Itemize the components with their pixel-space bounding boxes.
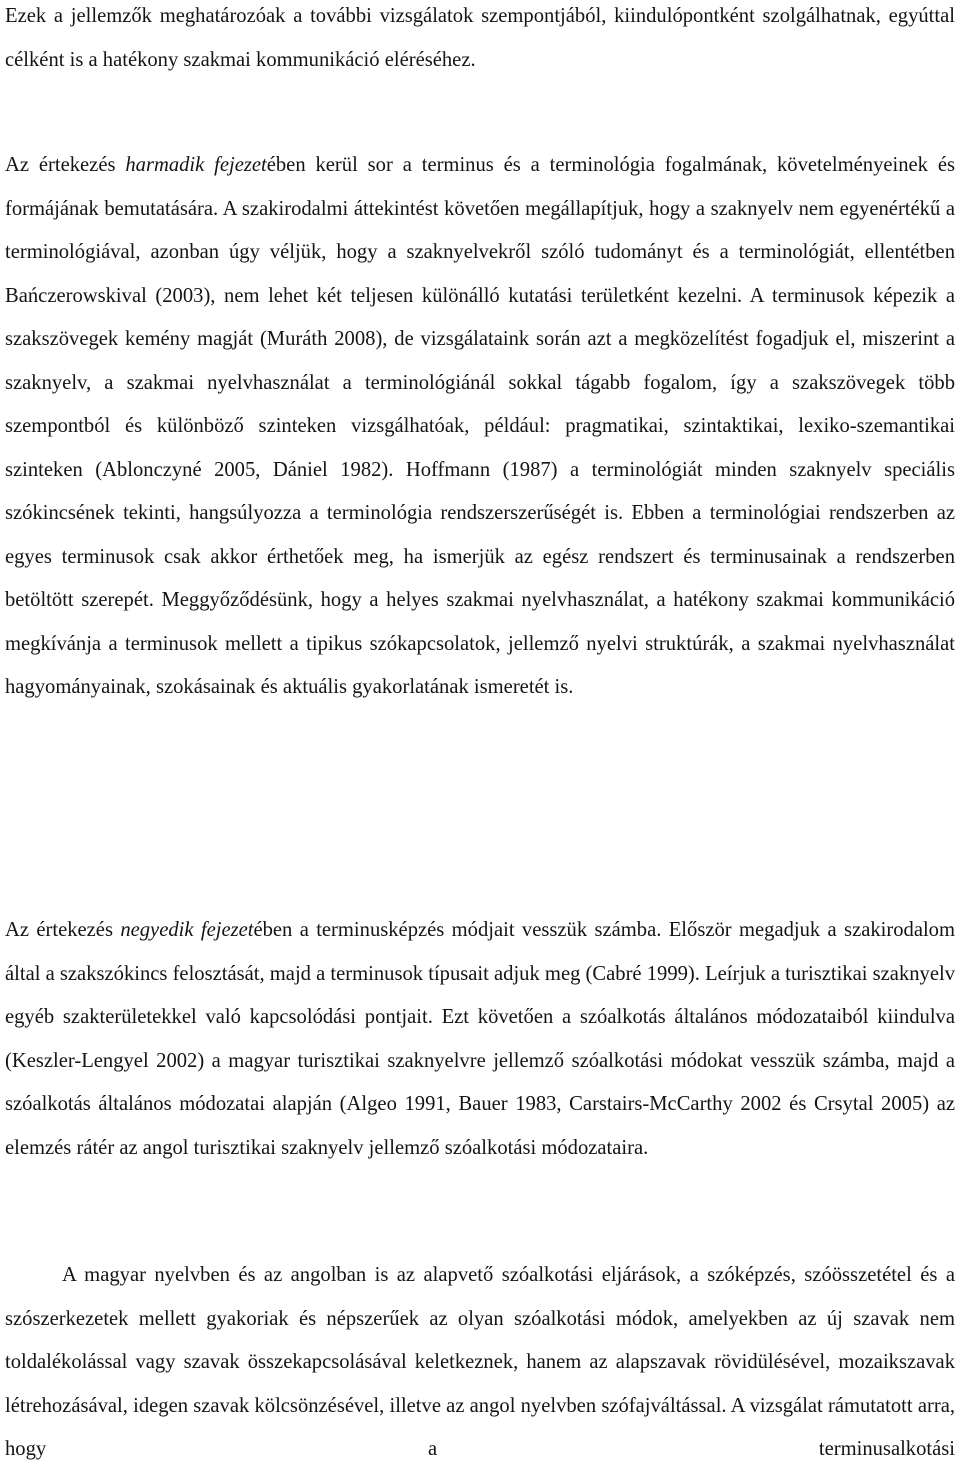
paragraph-3 bbox=[5, 909, 955, 1170]
paragraph-3-text-start: Az értekezés bbox=[5, 919, 121, 941]
paragraph-2 bbox=[5, 144, 955, 710]
paragraph-3-emphasis: negyedik fejezet bbox=[120, 919, 254, 941]
paragraph-2-text-start: Az értekezés bbox=[5, 154, 126, 176]
paragraph-3-text-rest: ében a terminusképzés módjait vesszük számba. Először megadjuk a szakirodalom által a szakszókincs felosztását, majd a terminusok típusait adjuk meg (Cabré 1999). Leírjuk a turisztikai szaknyelv egyéb szakterületekkel való kapcsolódási pontjait. Ezt követően a szóalkotás általános módozataiból kiindulva (Keszler-Lengyel 2002) a magyar turisztikai szaknyelvre jellemző szóalkotási módokat vesszük számba, majd a szóalkotás általános módozatai alapján (Algeo 1991, Bauer 1983, Carstairs-McCarthy 2002 és Crsytal 2005) az elemzés rátér az angol turisztikai szaknyelv jellemző szóalkotási módozataira. bbox=[5, 919, 955, 1159]
paragraph-4: A magyar nyelvben és az angolban is az alapvető szóalkotási eljárások, a szóképzés, szóösszetétel és a szószerkezetek mellett gyakoriak és népszerűek az olyan szóalkotási módok, amelyekben az új szavak nem toldalékolással vagy szavak összekapcsolásával keletkeznek, hanem az alapszavak rövidülésével, mozaikszavak létrehozásával, idegen szavak kölcsönzésével, illetve az angol nyelvben szófajváltással. A vizsgálat rámutatott arra, hogy a terminusalkotási bbox=[5, 1264, 955, 1460]
paragraph-2-emphasis: harmadik fejezet bbox=[125, 154, 267, 176]
paragraph-2-text-rest: ében kerül sor a terminus és a terminológia fogalmának, követelményeinek és formájának bemutatására. A szakirodalmi áttekintést követően megállapítjuk, hogy a szaknyelv nem egyenértékű a terminológiával, azonban úgy véljük, hogy a szaknyelvekről szóló tudományt és a terminológiát, ellentétben Bańczerowskival (2003), nem lehet két teljesen különálló kutatási területként kezelni. A terminusok képezik a szakszövegek kemény magját (Muráth 2008), de vizsgálataink során azt a megközelítést fogadjuk el, miszerint a szaknyelv, a szakmai nyelvhasználat a terminológiánál sokkal tágabb fogalom, így a szakszövegek több szempontból és különböző szinteken vizsgálhatóak, például: pragmatikai, szintaktikai, lexiko-szemantikai szinteken (Ablonczyné 2005, Dániel 1982). Hoffmann (1987) a terminológiát minden szaknyelv speciális szókincsének tekinti, hangsúlyozza a terminológia rendszerszerűségét is. Ebben a terminológiai rendszerben az egyes terminusok csak akkor érthetőek meg, ha ismerjük az egész rendszert és terminusainak a rendszerben betöltött szerepét. Meggyőződésünk, hogy a helyes szakmai nyelvhasználat, a hatékony szakmai kommunikáció megkívánja a terminusok mellett a tipikus szókapcsolatok, jellemző nyelvi struktúrák, a szakmai nyelvhasználat hagyományainak, szokásainak és aktuális gyakorlatának ismeretét is. bbox=[5, 154, 955, 698]
paragraph-1: Ezek a jellemzők meghatározóak a további vizsgálatok szempontjából, kiindulópontként szolgálhatnak, egyúttal célként is a hatékony szakmai kommunikáció eléréséhez. bbox=[5, 5, 955, 71]
